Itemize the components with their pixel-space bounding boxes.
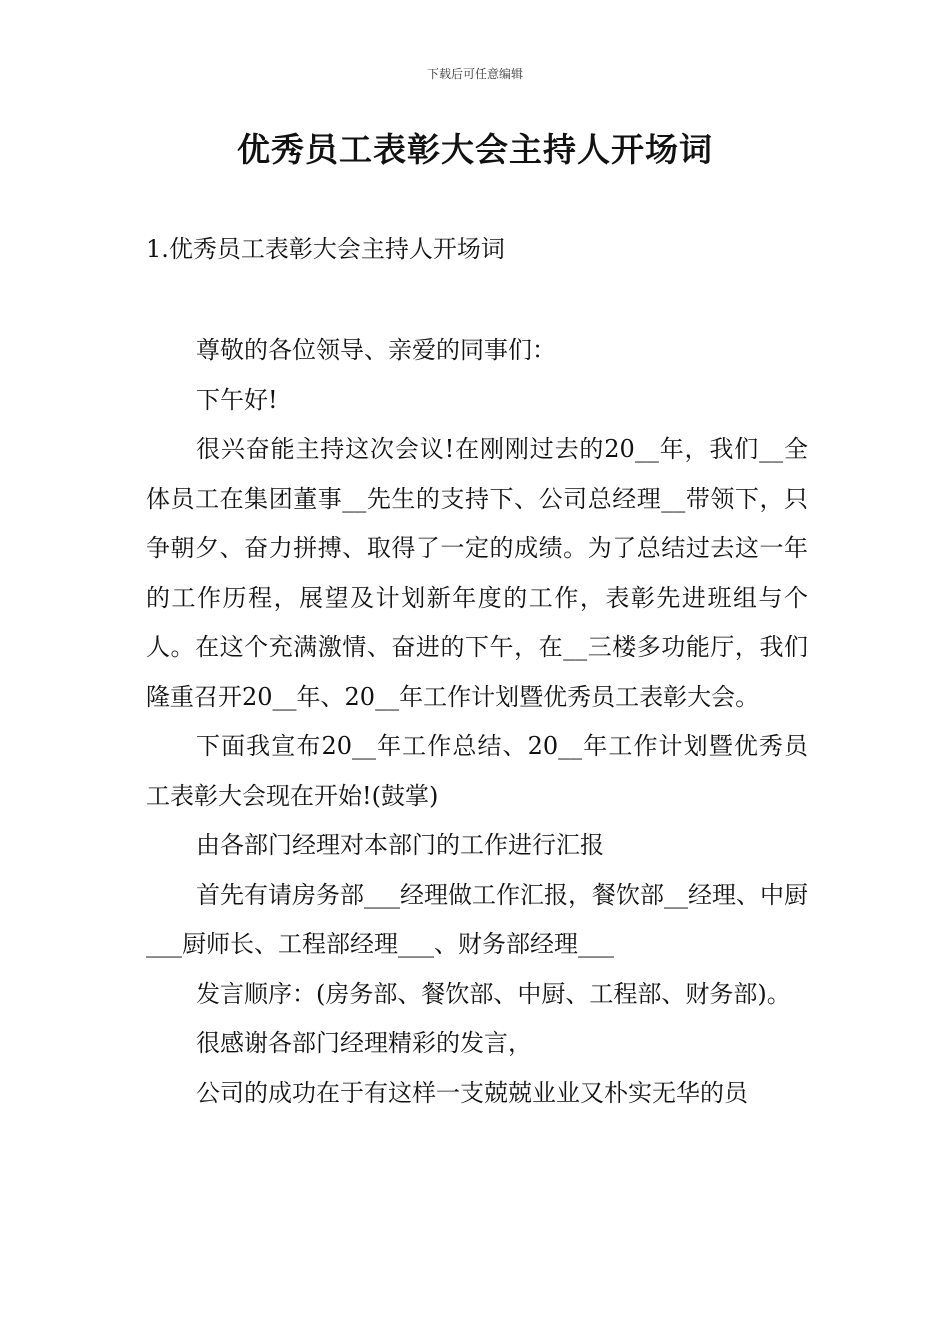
paragraph-announcement: 下面我宣布20__年工作总结、20__年工作计划暨优秀员工表彰大会现在开始!(鼓掌) bbox=[146, 732, 808, 810]
document-title: 优秀员工表彰大会主持人开场词 bbox=[237, 130, 713, 169]
section-heading: 1.优秀员工表彰大会主持人开场词 bbox=[146, 235, 505, 263]
paragraph-thanks: 很感谢各部门经理精彩的发言， bbox=[196, 1029, 532, 1057]
paragraph-opening: 很兴奋能主持这次会议!在刚刚过去的20__年，我们__全体员工在集团董事__先生的支持下、公司总经理__带领下，只争朝夕、奋力拼搏、取得了一定的成绩。为了总结过去这一年的工作历程，展望及计划新年度的工作，表彰先进班组与个人。在这个充满激情、奋进的下午，在__三楼多功能厅，我们隆重召开20__年、20__年工作计划暨优秀员工表彰大会。 bbox=[146, 435, 808, 711]
paragraph-success: 公司的成功在于有这样一支兢兢业业又朴实无华的员 bbox=[196, 1078, 748, 1107]
document-body bbox=[146, 326, 808, 1118]
header-note: 下载后可任意编辑 bbox=[426, 67, 523, 81]
paragraph-speaking-order: 发言顺序：(房务部、餐饮部、中厨、工程部、财务部)。 bbox=[196, 979, 791, 1008]
paragraph-report-intro: 由各部门经理对本部门的工作进行汇报 bbox=[196, 831, 604, 859]
paragraph-greeting: 尊敬的各位领导、亲爱的同事们： bbox=[196, 336, 556, 364]
paragraph-first-speaker: 首先有请房务部___经理做工作汇报，餐饮部__经理、中厨___厨师长、工程部经理___、财务部经理___ bbox=[146, 880, 808, 958]
paragraph-good-afternoon: 下午好! bbox=[196, 385, 278, 414]
